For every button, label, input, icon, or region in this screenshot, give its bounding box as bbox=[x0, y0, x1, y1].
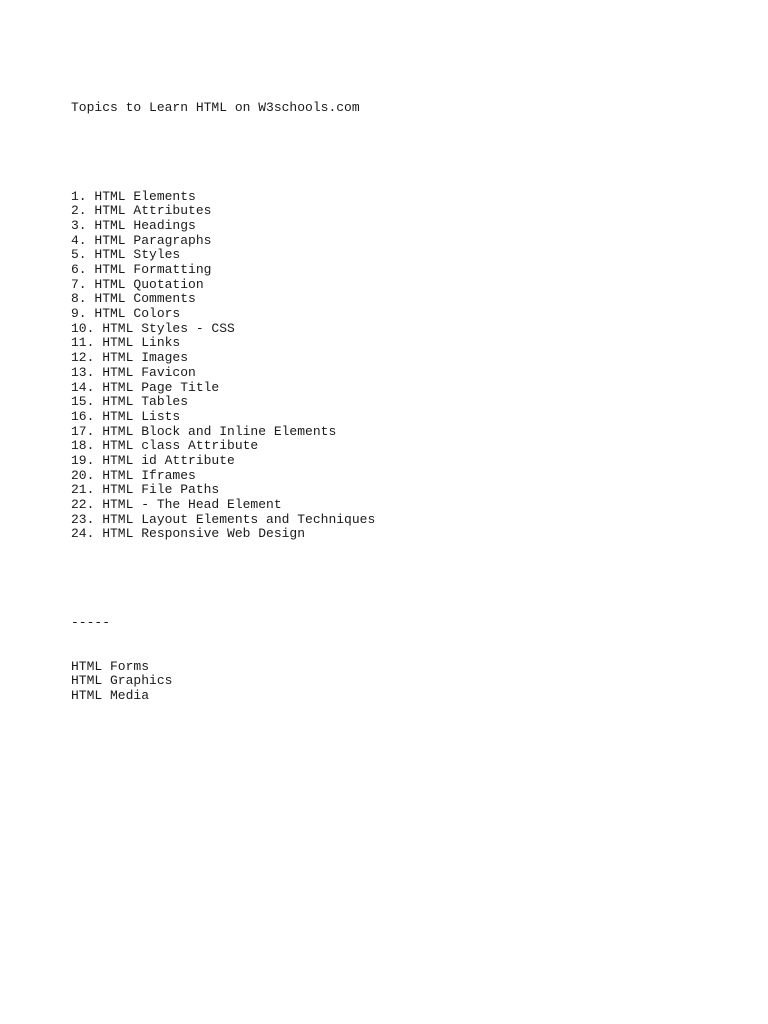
document-page bbox=[71, 72, 751, 718]
topic-list-item: 19. HTML id Attribute bbox=[71, 452, 235, 468]
topic-list-item: 9. HTML Colors bbox=[71, 306, 181, 322]
topic-list-item: 21. HTML File Paths bbox=[71, 482, 220, 498]
topic-list-item: 4. HTML Paragraphs bbox=[71, 232, 212, 248]
extras-list bbox=[71, 660, 751, 704]
topic-list-item: 3. HTML Headings bbox=[71, 217, 196, 233]
separator-line: ----- bbox=[71, 614, 111, 630]
topic-list-item: 5. HTML Styles bbox=[71, 247, 181, 263]
topic-list-item: 18. HTML class Attribute bbox=[71, 438, 259, 454]
blank-line bbox=[71, 572, 751, 587]
topic-list-item: 8. HTML Comments bbox=[71, 291, 196, 307]
topic-list-item: 23. HTML Layout Elements and Techniques bbox=[71, 511, 376, 527]
topic-list-item: 17. HTML Block and Inline Elements bbox=[71, 423, 337, 439]
topic-list-item: 14. HTML Page Title bbox=[71, 379, 220, 395]
topic-list-item: 6. HTML Formatting bbox=[71, 262, 212, 278]
document-title: Topics to Learn HTML on W3schools.com bbox=[71, 100, 360, 116]
topic-list-item: 11. HTML Links bbox=[71, 335, 181, 351]
topic-list-item: 10. HTML Styles - CSS bbox=[71, 320, 235, 336]
blank-line bbox=[71, 146, 751, 161]
topic-list-item: 20. HTML Iframes bbox=[71, 467, 196, 483]
topic-list-item: 16. HTML Lists bbox=[71, 408, 181, 424]
topic-list-item: 12. HTML Images bbox=[71, 350, 189, 366]
topic-list-item: 1. HTML Elements bbox=[71, 188, 196, 204]
extra-list-item: HTML Forms bbox=[71, 658, 150, 674]
topic-list-item: 7. HTML Quotation bbox=[71, 276, 204, 292]
topic-list-item: 13. HTML Favicon bbox=[71, 364, 196, 380]
topic-list-item: 15. HTML Tables bbox=[71, 394, 189, 410]
topic-list-item: 2. HTML Attributes bbox=[71, 203, 212, 219]
topic-list-item: 22. HTML - The Head Element bbox=[71, 497, 282, 513]
extra-list-item: HTML Graphics bbox=[71, 673, 173, 689]
topics-list bbox=[71, 190, 751, 543]
extra-list-item: HTML Media bbox=[71, 688, 150, 704]
topic-list-item: 24. HTML Responsive Web Design bbox=[71, 526, 306, 542]
